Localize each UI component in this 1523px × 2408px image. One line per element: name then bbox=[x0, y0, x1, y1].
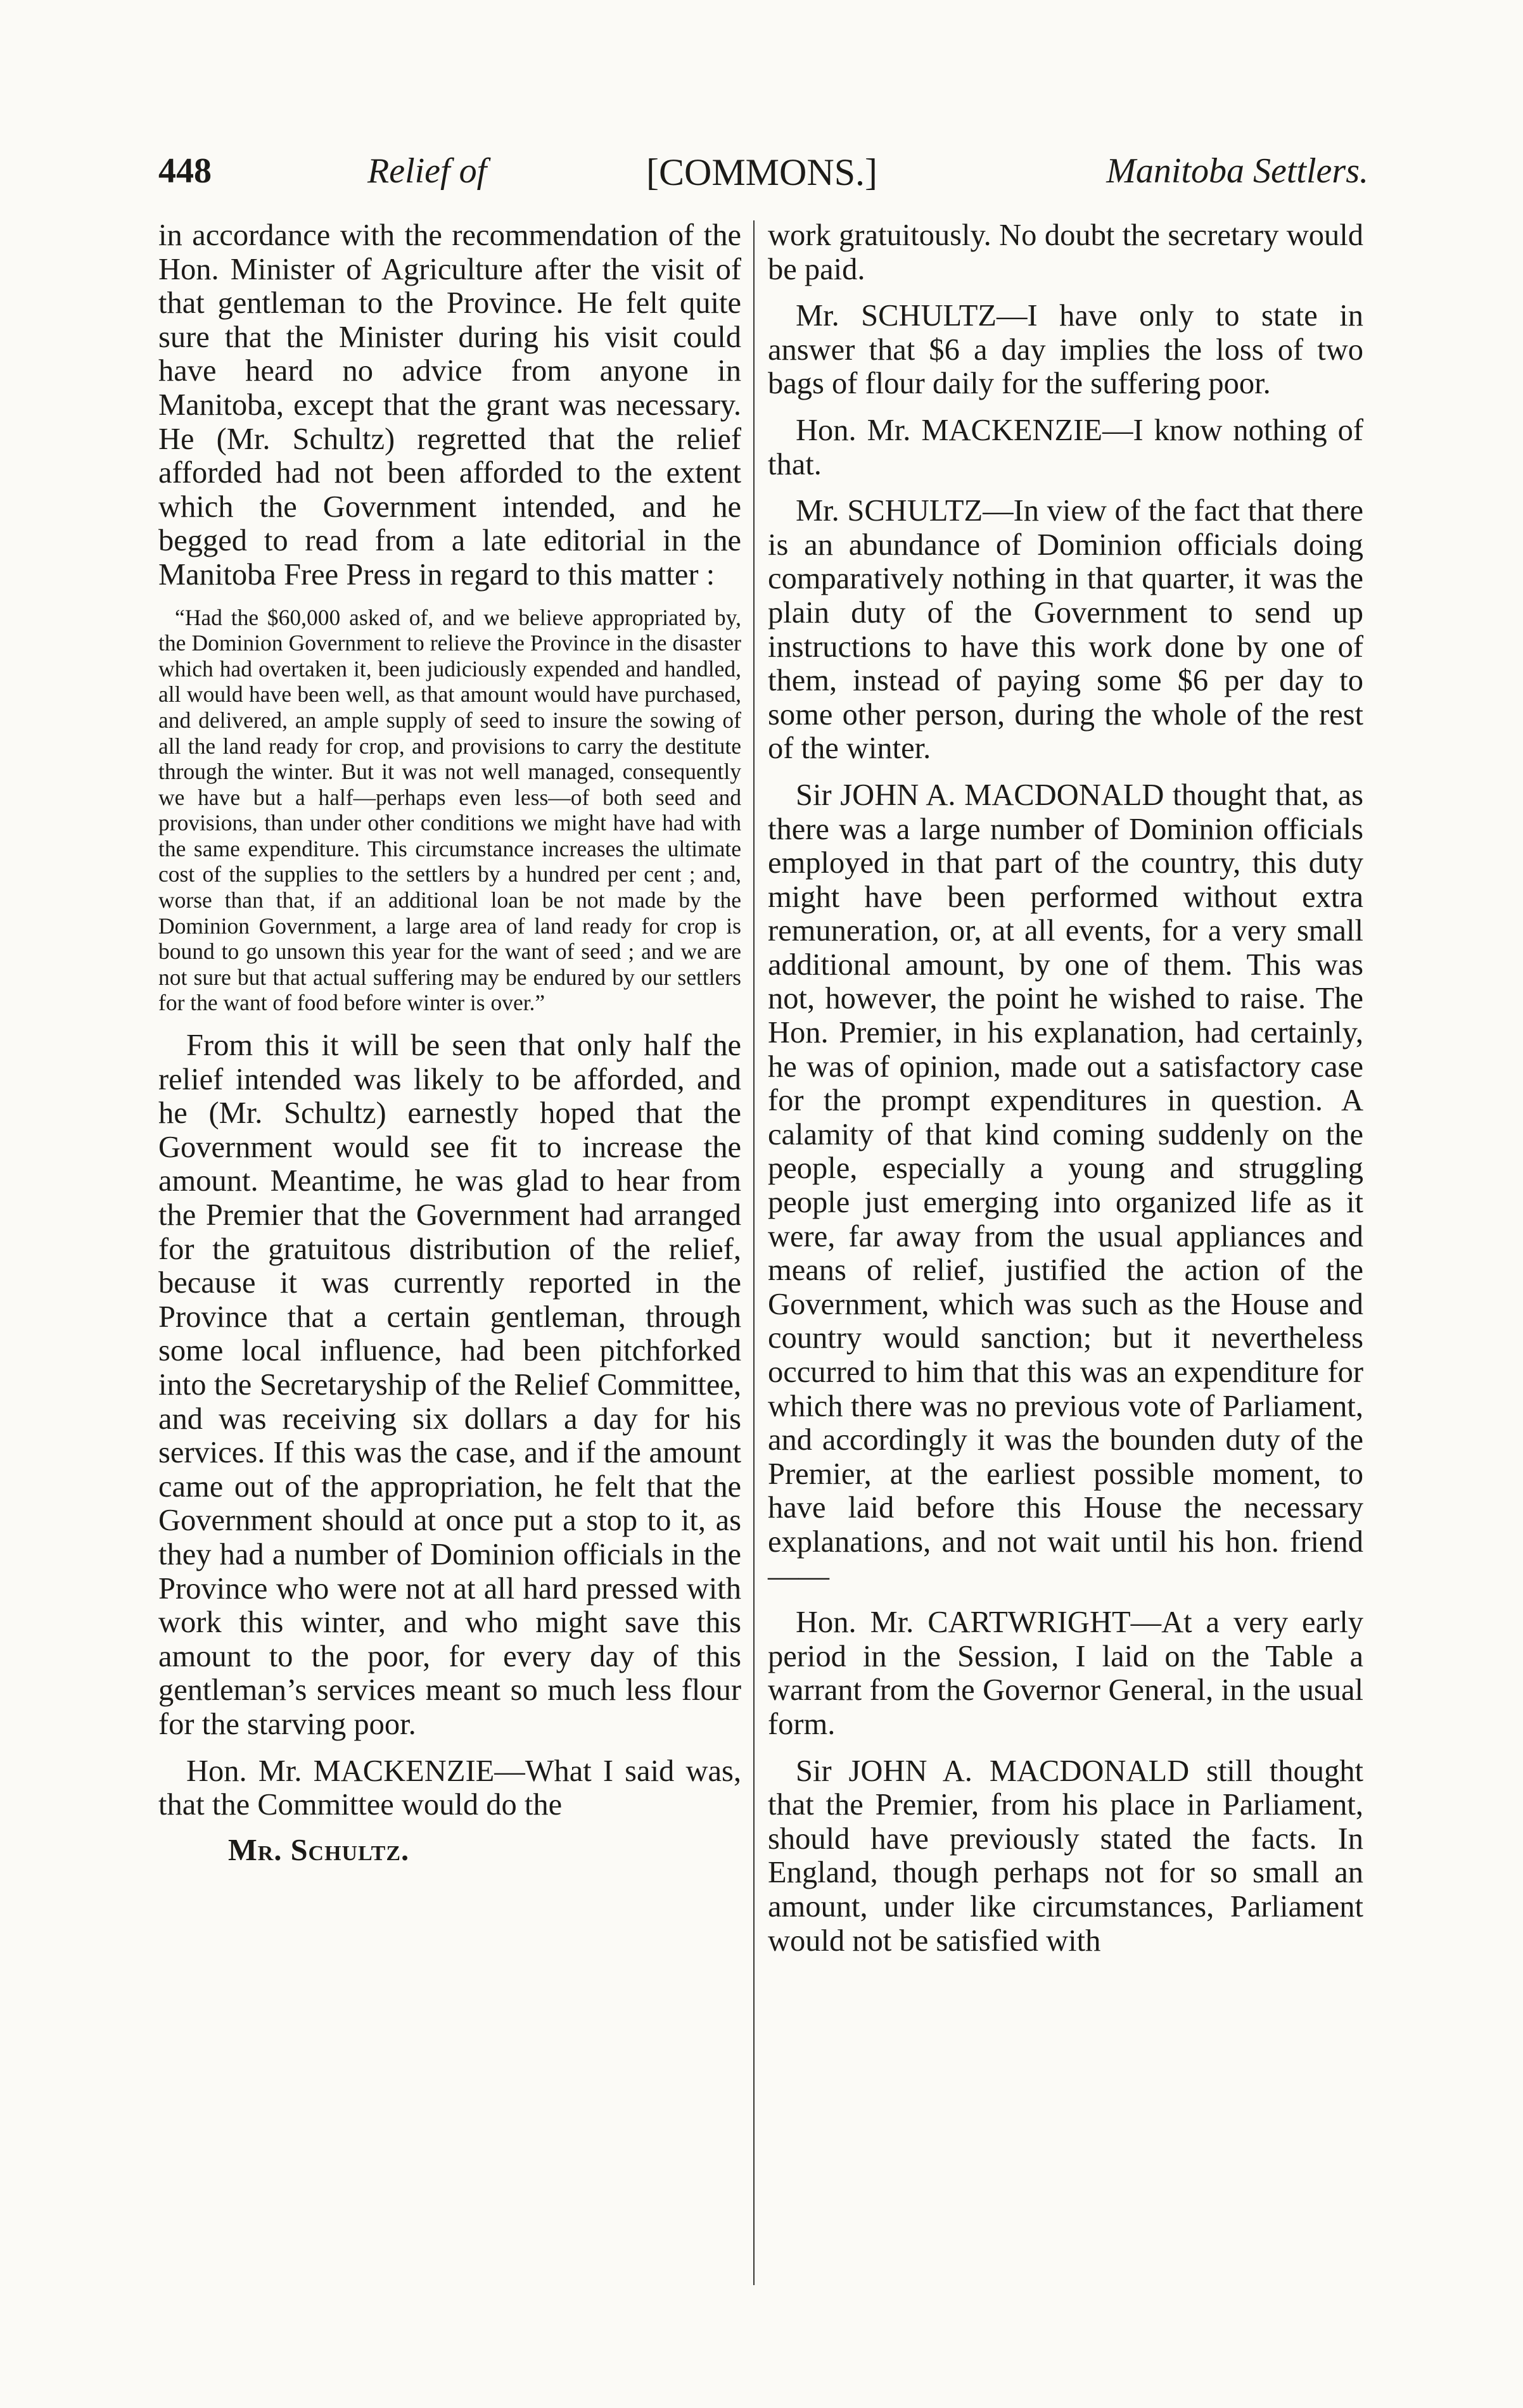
left-column bbox=[158, 219, 741, 1867]
paragraph: Hon. Mr. MACKENZIE—What I said was, that the Committee would do the bbox=[158, 1754, 741, 1822]
paragraph: Hon. Mr. MACKENZIE—I know nothing of that. bbox=[768, 413, 1363, 481]
paragraph: Mr. SCHULTZ—In view of the fact that there is an abundance of Dominion officials doing comparatively nothing in that quarter, it was the plain duty of the Government to send up instructions to have this work done by one of them, instead of paying some $6 per day to some other person, during the whole of the rest of the winter. bbox=[768, 494, 1363, 766]
paragraph: Hon. Mr. CARTWRIGHT—At a very early period in the Session, I laid on the Table a warrant from the Governor General, in the usual form. bbox=[768, 1606, 1363, 1741]
page-number: 448 bbox=[158, 151, 212, 191]
paragraph: Mr. SCHULTZ—I have only to state in answer that $6 a day implies the loss of two bags of flour daily for the suffering poor. bbox=[768, 299, 1363, 401]
paragraph: From this it will be seen that only half the relief intended was likely to be afforded, and he (Mr. Schultz) earnestly hoped that the Government would see fit to increase the amount. Meantime, he was glad to hear from the Premier that the Government had arranged for the gratuitous distribution of the relief, because it was currently reported in the Province that a certain gentleman, through some local influence, had been pitchforked into the Secretaryship of the Relief Committee, and was receiving six dollars a day for his services. If this was the case, and if the amount came out of the appropriation, he felt that the Government should at once put a stop to it, as they had a number of Dominion officials in the Province who were not at all hard pressed with work this winter, and who might save this amount to the poor, for every day of this gentleman’s services meant so much less flour for the starving poor. bbox=[158, 1029, 741, 1741]
running-header bbox=[158, 151, 1368, 208]
editorial-quote: “Had the $60,000 asked of, and we believe appropriated by, the Dominion Government to relieve the Province in the disaster which had overtaken it, been judiciously expended and handled, all would have been well, as that amount would have purchased, and delivered, an ample supply of seed to insure the sowing of all the land ready for crop, and provisions to carry the destitute through the winter. But it was not well managed, consequently we have but a half—perhaps even less—of both seed and provisions, than under other conditions we might have had with the same expenditure. This circumstance increases the ultimate cost of the supplies to the settlers by a hundred per cent ; and, worse than that, if an additional loan be not made by the Dominion Government, a large area of land ready for crop is bound to go unsown this year for the want of seed ; and we are not sure but that actual suffering may be endured by our settlers for the want of food before winter is over.” bbox=[158, 604, 741, 1016]
column-divider bbox=[753, 220, 755, 2285]
catchword-footer: Mr. Schultz. bbox=[228, 1833, 410, 1867]
header-right-title: Manitoba Settlers. bbox=[1106, 151, 1368, 191]
paragraph: Sir JOHN A. MACDONALD still thought that the Premier, from his place in Parliament, should have previously stated the facts. In England, though perhaps not for so small an amount, under like circumstances, Parliament would not be satisfied with bbox=[768, 1754, 1363, 1958]
paragraph: Sir JOHN A. MACDONALD thought that, as there was a large number of Dominion officials employed in that part of the country, this duty might have been performed without extra remuneration, or, at all events, for a very small additional amount, by one of them. This was not, however, the point he wished to raise. The Hon. Premier, in his explanation, had certainly, he was of opinion, made out a satisfactory case for the prompt expenditures in question. A calamity of that kind coming suddenly on the people, especially a young and struggling people just emerging into organized life as it were, far away from the usual appliances and means of relief, justified the action of the Government, which was such as the House and country would sanction; but it nevertheless occurred to him that this was an expenditure for which there was no previous vote of Parliament, and accordingly it was the bounden duty of the Premier, at the earliest possible moment, to have laid before this House the necessary explanations, and not wait until his hon. friend—— bbox=[768, 778, 1363, 1593]
right-column bbox=[768, 219, 1363, 1958]
header-center-title: [COMMONS.] bbox=[646, 151, 878, 193]
paragraph: work gratuitously. No doubt the secretary would be paid. bbox=[768, 219, 1363, 286]
header-left-title: Relief of bbox=[367, 151, 487, 191]
paragraph: in accordance with the recommendation of the Hon. Minister of Agriculture after the visit of that gentleman to the Province. He felt quite sure that the Minister during his visit could have heard no advice from anyone in Manitoba, except that the grant was necessary. He (Mr. Schultz) regretted that the relief afforded had not been afforded to the extent which the Government intended, and he begged to read from a late editorial in the Manitoba Free Press in regard to this matter : bbox=[158, 219, 741, 592]
